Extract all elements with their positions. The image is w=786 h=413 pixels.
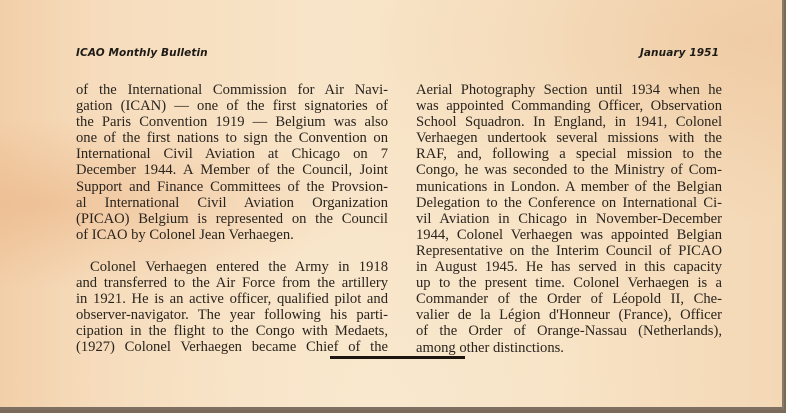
text-line: valier de la Légion d'Honneur (France), Officer xyxy=(416,307,722,324)
section-end-rule xyxy=(330,356,465,359)
text-line: School Squadron. In England, in 1941, Colonel xyxy=(416,114,722,131)
text-line: RAF, and, following a special mission to the xyxy=(416,146,722,163)
text-line: the Paris Convention 1919 — Belgium was also xyxy=(76,114,388,131)
text-line: Aerial Photography Section until 1934 when he xyxy=(416,82,722,98)
text-line: Support and Finance Committees of the Provsion- xyxy=(76,178,388,195)
text-line: munications in London. A member of the Belgian xyxy=(416,178,722,195)
paragraph-spacer xyxy=(76,243,388,259)
left-column xyxy=(76,82,388,356)
text-line: cipation in the flight to the Congo with Medaets, xyxy=(76,323,388,340)
text-line: vil Aviation in Chicago in November-December xyxy=(416,210,722,227)
text-line: 1944, Colonel Verhaegen was appointed Belgian xyxy=(416,226,722,243)
text-line: observer-navigator. The year following his parti- xyxy=(76,307,388,324)
text-line: al International Civil Aviation Organization xyxy=(76,194,388,211)
publication-title: ICAO Monthly Bulletin xyxy=(76,47,208,59)
paragraph-verhaegen-career xyxy=(76,259,388,356)
text-line: up to the present time. Colonel Verhaegen is a xyxy=(416,275,722,292)
text-line: (1927) Colonel Verhaegen became Chief of the xyxy=(76,339,388,356)
text-line: gation (ICAN) — one of the first signatories of xyxy=(76,98,388,115)
text-line: was appointed Commanding Officer, Observation xyxy=(416,98,722,115)
text-line: December 1944. A Member of the Council, Joint xyxy=(76,162,388,179)
text-line: Colonel Verhaegen entered the Army in 1918 xyxy=(90,258,388,275)
text-line: in 1921. He is an active officer, qualified pilot and xyxy=(76,291,388,308)
text-line: Delegation to the Conference on International Ci- xyxy=(416,194,722,211)
text-line: in August 1945. He has served in this capacity xyxy=(416,259,722,276)
text-line: of the International Commission for Air Navi- xyxy=(76,82,388,98)
paragraph-icao-membership xyxy=(76,82,388,243)
text-line: of the Order of Orange-Nassau (Netherlands), xyxy=(416,323,722,340)
text-line: Commander of the Order of Léopold II, Che- xyxy=(416,291,722,308)
text-line: one of the first nations to sign the Convention on xyxy=(76,130,388,147)
text-line: Representative on the Interim Council of PICAO xyxy=(416,242,722,259)
paragraph-verhaegen-continued xyxy=(416,82,722,356)
text-line: of ICAO by Colonel Jean Verhaegen. xyxy=(76,226,294,243)
text-line: among other distinctions. xyxy=(416,339,564,356)
right-column xyxy=(416,82,722,356)
text-line: Verhaegen undertook several missions with the xyxy=(416,130,722,147)
text-line: International Civil Aviation at Chicago on 7 xyxy=(76,146,388,163)
issue-date: January 1951 xyxy=(639,47,719,59)
text-line: and transferred to the Air Force from the artillery xyxy=(76,275,388,292)
text-line: Congo, he was seconded to the Ministry of Com- xyxy=(416,162,722,179)
text-line: (PICAO) Belgium is represented on the Council xyxy=(76,210,388,227)
